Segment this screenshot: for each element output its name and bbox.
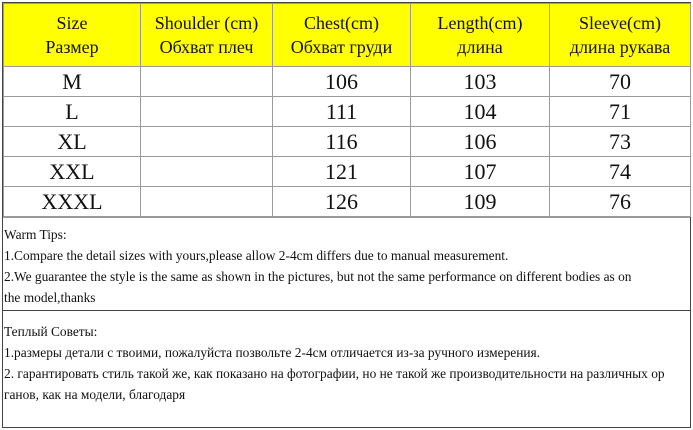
table-row — [4, 97, 691, 127]
cell-chest: 106 — [273, 67, 411, 97]
cell-length: 109 — [411, 187, 550, 217]
table-row — [4, 187, 691, 217]
tips-ru-title: Теплый Советы: — [4, 324, 98, 339]
tips-en-line2a: 2.We guarantee the style is the same as shown in the pictures, but not the same performance on different bodies as on — [4, 269, 632, 284]
cell-size: XL — [4, 127, 141, 157]
header-length — [411, 4, 550, 67]
cell-length: 106 — [411, 127, 550, 157]
size-chart — [2, 2, 691, 428]
header-chest-en: Chest(cm) — [304, 13, 379, 33]
table-row — [4, 157, 691, 187]
cell-length: 103 — [411, 67, 550, 97]
cell-chest: 111 — [273, 97, 411, 127]
header-size-en: Size — [56, 13, 88, 33]
cell-shoulder — [141, 97, 273, 127]
header-shoulder-en: Shoulder (cm) — [154, 13, 259, 33]
header-shoulder — [141, 4, 273, 67]
tips-ru-line1: 1.размеры детали с твоими, пожалуйста позвольте 2-4см отличается из-за ручного измерения. — [4, 345, 541, 360]
cell-length: 104 — [411, 97, 550, 127]
cell-shoulder — [141, 157, 273, 187]
header-shoulder-ru: Обхват плеч — [159, 37, 254, 57]
tips-ru-line2a: 2. гарантировать стиль такой же, как показано на фотографии, но не такой же производительности на различных ор — [4, 366, 665, 381]
header-sleeve-ru: длина рукава — [569, 37, 671, 57]
header-sleeve — [550, 4, 691, 67]
cell-size: M — [4, 67, 141, 97]
tips-en-line2b: the model,thanks — [4, 290, 96, 305]
cell-chest: 126 — [273, 187, 411, 217]
cell-shoulder — [141, 127, 273, 157]
warm-tips-ru — [3, 310, 690, 417]
tips-en-line1: 1.Compare the detail sizes with yours,please allow 2-4cm differs due to manual measurement. — [4, 248, 509, 263]
cell-chest: 121 — [273, 157, 411, 187]
cell-length: 107 — [411, 157, 550, 187]
header-sleeve-en: Sleeve(cm) — [579, 13, 661, 33]
cell-size: XXL — [4, 157, 141, 187]
size-table — [3, 3, 691, 217]
cell-size: XXXL — [4, 187, 141, 217]
cell-size: L — [4, 97, 141, 127]
cell-sleeve: 74 — [550, 157, 691, 187]
cell-sleeve: 70 — [550, 67, 691, 97]
cell-sleeve: 71 — [550, 97, 691, 127]
tips-en-title: Warm Tips: — [4, 227, 67, 242]
header-length-en: Length(cm) — [437, 13, 523, 33]
table-row — [4, 127, 691, 157]
warm-tips-en — [3, 217, 690, 310]
header-row — [4, 4, 691, 67]
cell-chest: 116 — [273, 127, 411, 157]
header-size-ru: Размер — [45, 37, 99, 57]
table-row — [4, 67, 691, 97]
cell-shoulder — [141, 67, 273, 97]
tips-ru-line2b: ганов, как на модели, благодаря — [4, 387, 186, 402]
header-chest-ru: Обхват груди — [290, 37, 393, 57]
cell-sleeve: 76 — [550, 187, 691, 217]
header-length-ru: длина — [457, 37, 503, 57]
cell-sleeve: 73 — [550, 127, 691, 157]
header-size — [4, 4, 141, 67]
cell-shoulder — [141, 187, 273, 217]
header-chest — [273, 4, 411, 67]
